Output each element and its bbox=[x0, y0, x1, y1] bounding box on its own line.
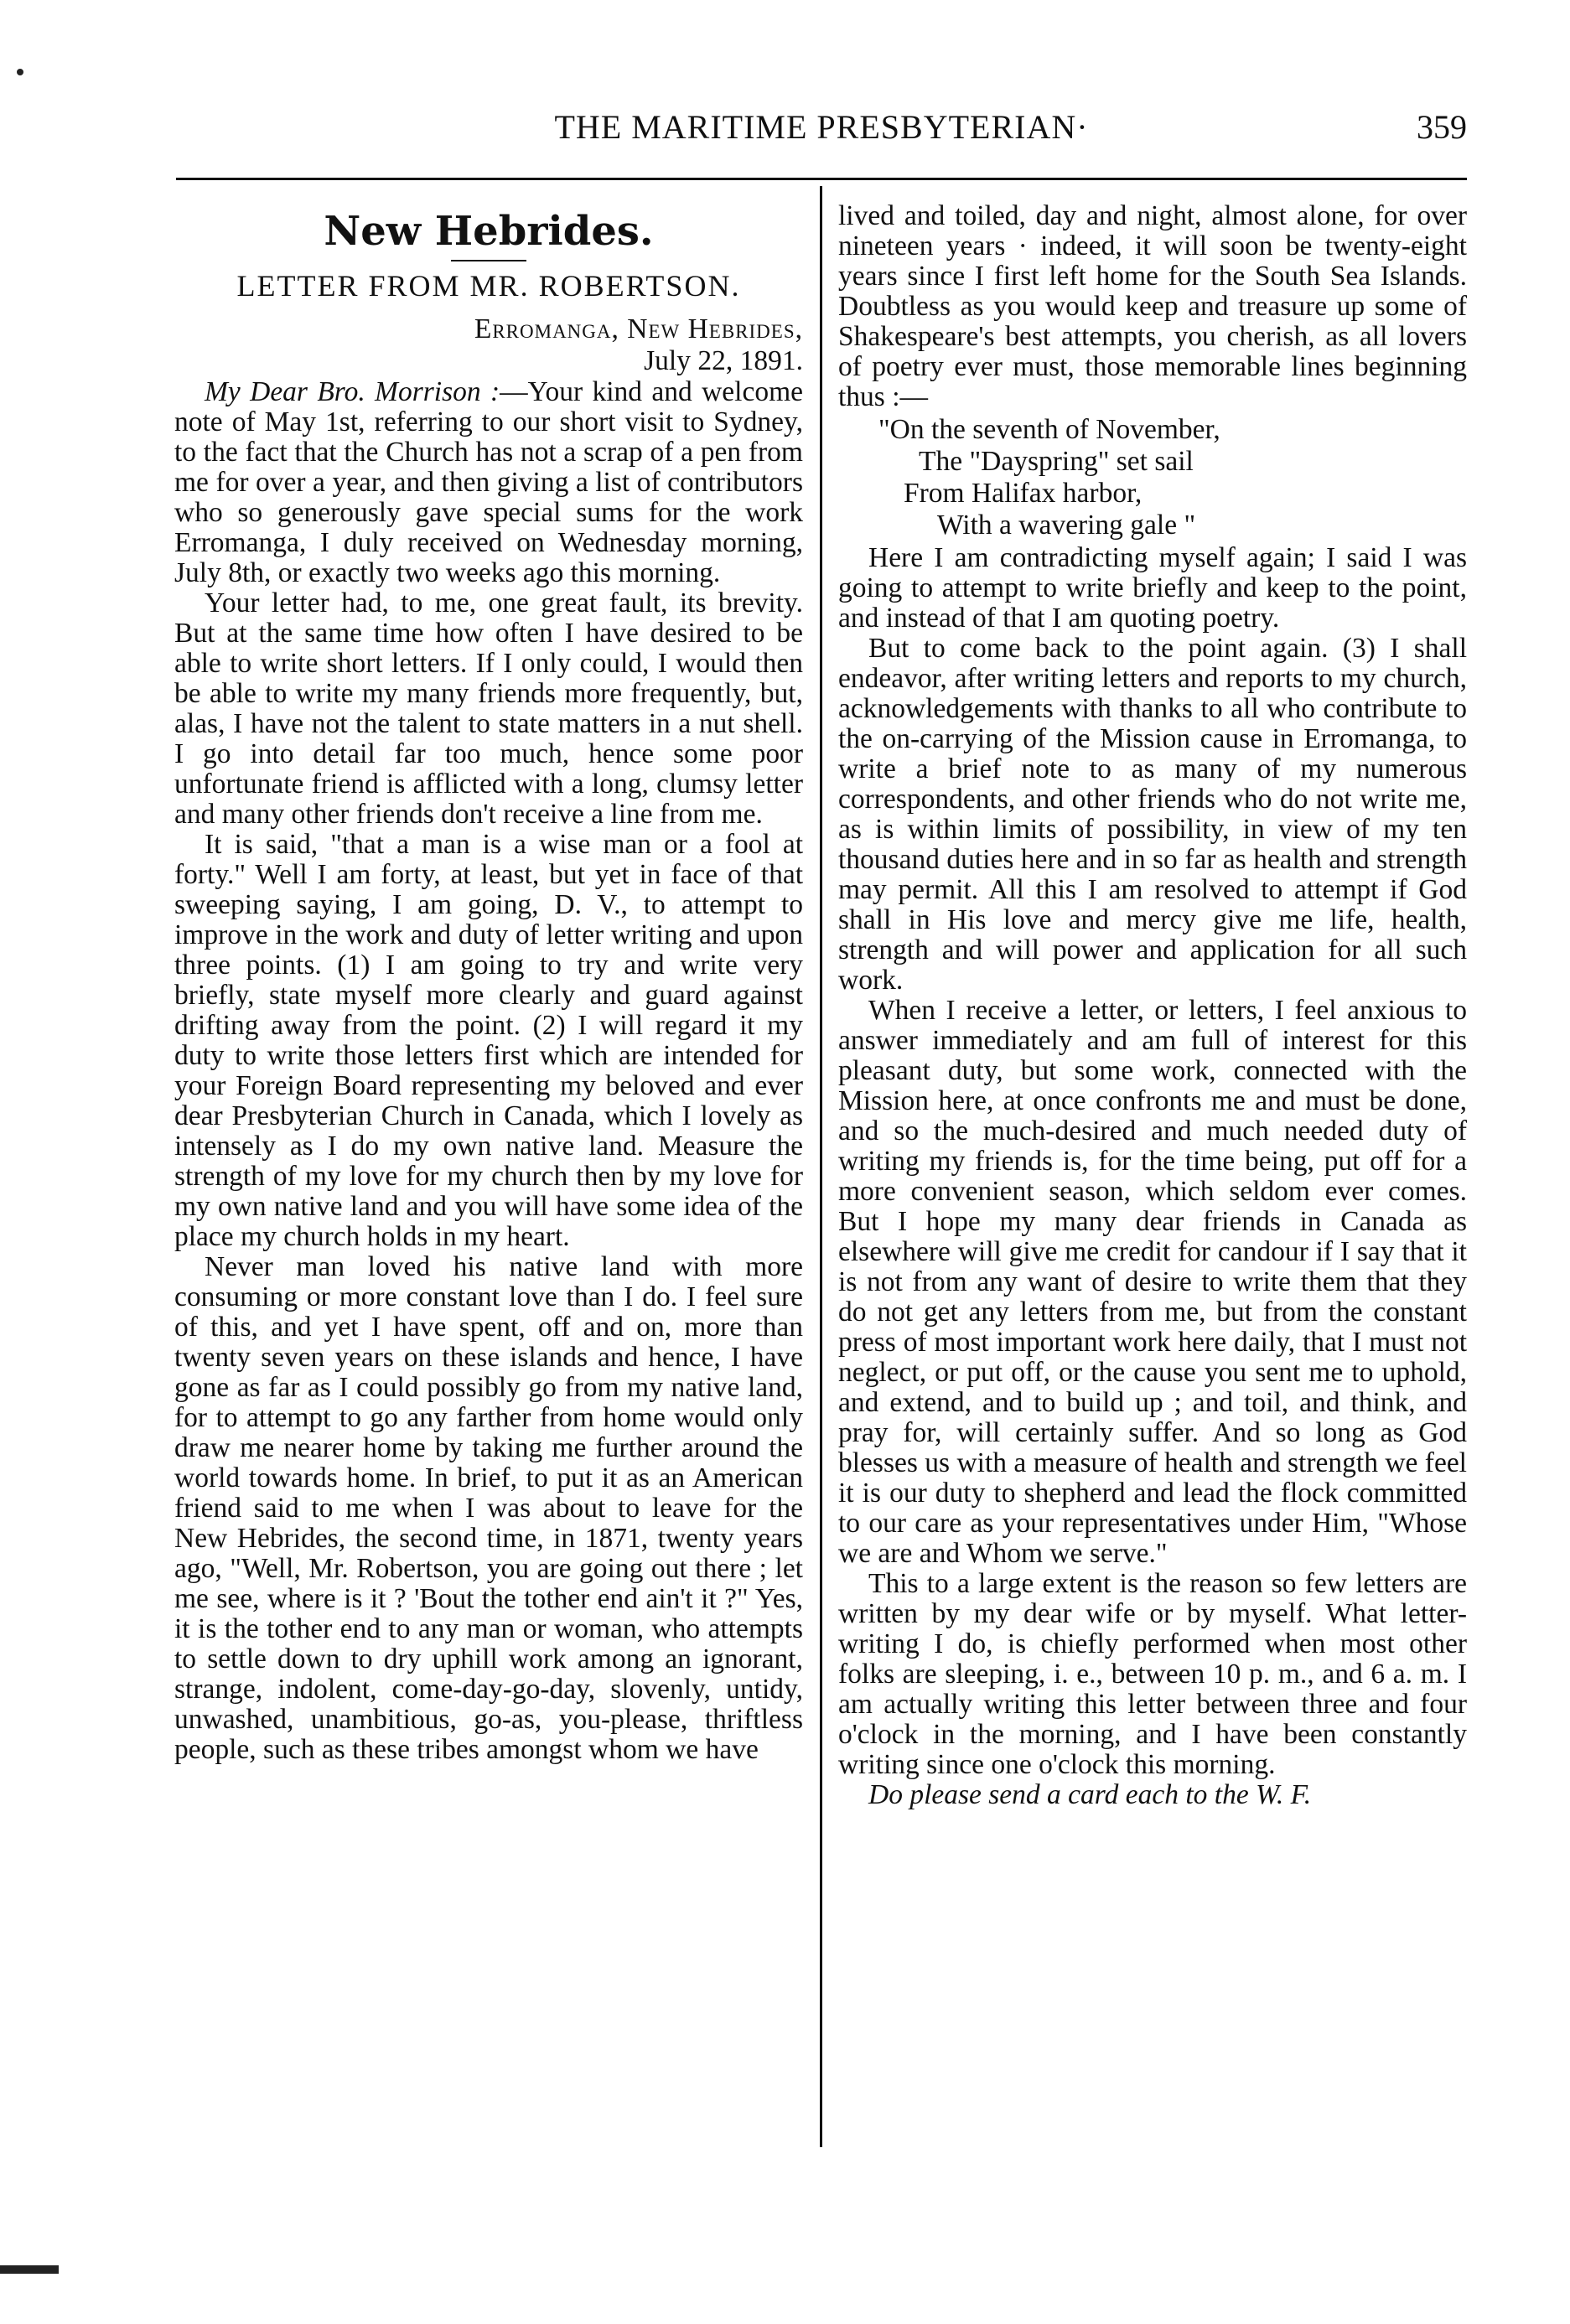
article-subhead: LETTER FROM MR. ROBERTSON. bbox=[236, 269, 741, 303]
salutation: My Dear Bro. Morrison : bbox=[205, 376, 500, 407]
paragraph: Here I am contradicting myself again; I said I was going to attempt to write briefly and keep to the point, and instead of that I am quoting poetry. bbox=[838, 542, 1467, 634]
dateline-date: July 22, 1891. bbox=[644, 345, 803, 376]
scan-edge-mark bbox=[0, 2265, 59, 2274]
header-rule bbox=[176, 178, 1467, 180]
section-title: New Hebrides. bbox=[324, 208, 654, 255]
poem-line: From Halifax harbor, bbox=[904, 478, 1143, 509]
publication-title: THE MARITIME PRESBYTERIAN· bbox=[554, 108, 1089, 146]
paragraph-continued: lived and toiled, day and night, almost alone, for over nineteen years · indeed, it will soon be twenty-eight years since I first left home for the South Sea Islands. Doubtless as you would keep and treasure up some of Shakespeare's best attempts, you cherish, as all lovers of poetry ever must, those memorable lines beginning thus :— bbox=[838, 201, 1467, 412]
paragraph: It is said, "that a man is a wise man or a fool at forty." Well I am forty, at least, but yet in face of that sweeping saying, I am going, D. V., to attempt to improve in the work and duty of letter writing and upon three points. (1) I am going to try and write very briefly, state myself more clearly and guard against drifting away from the point. (2) I will regard it my duty to write those letters first which are intended for your Foreign Board representing my beloved and ever dear Presbyterian Church in Canada, which I lovely as intensely as I do my own native land. Measure the strength of my love for my church then by my love for my own native land and you will have some idea of the place my church holds in my heart. bbox=[174, 829, 803, 1252]
closing-line: Do please send a card each to the W. F. bbox=[868, 1779, 1312, 1810]
dateline-place: Erromanga, New Hebrides, bbox=[474, 313, 803, 344]
column-divider bbox=[820, 186, 822, 2147]
dateline bbox=[174, 313, 803, 377]
paragraph: Never man loved his native land with more consuming or more constant love than I do. I feel sure of this, and yet I have spent, off and on, more than twenty seven years on these islands and hence, I have gone as far as I could possibly go from my native land, for to attempt to go any farther from home would only draw me nearer home by taking me further around the world towards home. In brief, to put it as an American friend said to me when I was about to leave for the New Hebrides, the second time, in 1871, twenty years ago, "Well, Mr. Robertson, you are going out there ; let me see, where is it ? 'Bout the tother end ain't it ?" Yes, it is the tother end to any man or woman, who attempts to settle down to dry uphill work among an ignorant, strange, indolent, come-day-go-day, slovenly, untidy, unwashed, unambitious, go-as, you-please, thriftless people, such as these tribes amongst whom we have bbox=[174, 1251, 803, 1765]
paragraph: Your letter had, to me, one great fault, its brevity. But at the same time how often I have desired to be able to write short letters. If I only could, I would then be able to write my many friends more frequently, but, alas, I have not the talent to state matters in a nut shell. I go into detail far too much, hence some poor unfortunate friend is afflicted with a long, clumsy letter and many other friends don't receive a line from me. bbox=[174, 587, 803, 830]
poem-line: With a wavering gale " bbox=[937, 510, 1196, 541]
poem-line: The "Dayspring" set sail bbox=[919, 446, 1194, 477]
running-header bbox=[176, 107, 1467, 158]
right-column bbox=[838, 201, 1467, 2145]
paragraph-text: —Your kind and welcome note of May 1st, referring to our short visit to Sydney, to the fact that the Church has not a scrap of a pen from me for over a year, and then giving a list of contributors who so generously gave special sums for the work Erromanga, I duly received on Wednesday morning, July 8th, or exactly two weeks ago this morning. bbox=[174, 376, 803, 588]
paragraph: But to come back to the point again. (3) I shall endeavor, after writing letters and reports to my church, acknowledgements with thanks to all who contribute to the on-carrying of the Mission cause in Erromanga, to write a brief note to as many of my numerous correspondents, and other friends who do not write me, as is within limits of possibility, in view of my ten thousand duties here and in so far as health and strength may permit. All this I am resolved to attempt if God shall in His love and mercy give me life, health, strength and will power and application for all such work. bbox=[838, 633, 1467, 996]
paragraph bbox=[174, 377, 803, 588]
poem-quote bbox=[838, 414, 1467, 541]
margin-dot bbox=[17, 69, 23, 75]
paragraph: This to a large extent is the reason so few letters are written by my dear wife or by myself. What letter-writing I do, is chiefly performed when most other folks are sleeping, i. e., between 10 p. m., and 6 a. m. I am actually writing this letter between three and four o'clock in the morning, and I have been constantly writing since one o'clock this morning. bbox=[838, 1568, 1467, 1780]
poem-line: "On the seventh of November, bbox=[878, 414, 1220, 445]
left-column bbox=[174, 201, 803, 2145]
page-number: 359 bbox=[1417, 108, 1467, 146]
paragraph: When I receive a letter, or letters, I feel anxious to answer immediately and am full of interest for this pleasant duty, but some work, connected with the Mission here, at once confronts me and must be done, and so the much-desired and much needed duty of writing my friends is, for the time being, put off for a more convenient season, which seldom ever comes. But I hope my many dear friends in Canada as elsewhere will give me credit for candour if I say that it is not from any want of desire to write them that they do not get any letters from me, but from the constant press of most important work here daily, that I must not neglect, or put off, or the cause you sent me to uphold, and extend, and to build up ; and toil, and think, and pray for, will certainly suffer. And so long as God blesses us with a measure of health and strength we feel it is our duty to shepherd and lead the flock committed to our care as your representatives under Him, "Whose we are and Whom we serve." bbox=[838, 995, 1467, 1569]
title-rule bbox=[451, 260, 526, 261]
